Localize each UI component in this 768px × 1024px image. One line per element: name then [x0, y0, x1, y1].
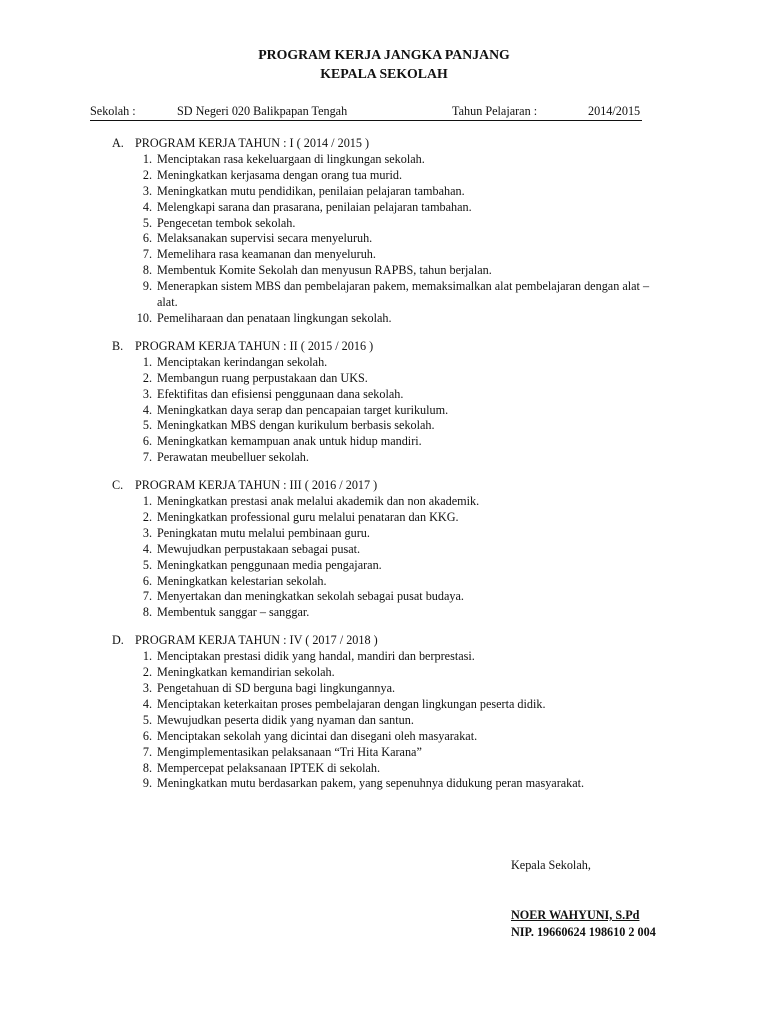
list-item-number: 2.: [142, 509, 152, 524]
signature-title: Kepala Sekolah,: [511, 858, 591, 872]
list-item-number: 2.: [142, 665, 152, 680]
list-item: [112, 216, 672, 232]
list-item-number: 5.: [142, 557, 152, 572]
list-item-number: 3.: [142, 386, 152, 401]
list-item-number: 6.: [142, 728, 152, 743]
list-item: [112, 665, 672, 681]
list-item-text: Membentuk Komite Sekolah dan menyusun RAPBS, tahun berjalan.: [157, 263, 492, 278]
document-subtitle: KEPALA SEKOLAH: [320, 66, 448, 81]
list-item-text: Meningkatkan kerjasama dengan orang tua murid.: [157, 167, 403, 182]
list-item-text: Pengetahuan di SD berguna bagi lingkungannya.: [157, 681, 396, 695]
list-item: [112, 152, 672, 168]
list-item: [112, 776, 672, 792]
list-item: [112, 387, 672, 403]
list-item: [112, 263, 672, 279]
list-item-text: Menyertakan dan meningkatkan sekolah sebagai pusat budaya.: [157, 589, 464, 604]
list-item: [112, 247, 672, 263]
list-item-number: 7.: [142, 450, 152, 465]
school-year-label: Tahun Pelajaran :: [452, 104, 538, 118]
program-section: [112, 339, 672, 466]
list-item-number: 4.: [142, 541, 152, 556]
section-title: PROGRAM KERJA TAHUN : II ( 2015 / 2016 ): [135, 338, 374, 353]
list-item-text: Mewujudkan perpustakaan sebagai pusat.: [157, 541, 361, 556]
list-item-text: Pengecetan tembok sekolah.: [157, 215, 296, 230]
section-heading: [112, 478, 672, 494]
section-letter: D.: [112, 633, 124, 648]
program-sections: [112, 136, 672, 804]
list-item: [112, 605, 672, 621]
list-item: [112, 184, 672, 200]
list-item: [112, 745, 672, 761]
list-item-text: Meningkatkan MBS dengan kurikulum berbasis sekolah.: [157, 418, 435, 433]
list-item-text: Melengkapi sarana dan prasarana, penilaian pelajaran tambahan.: [157, 199, 472, 214]
program-section: [112, 136, 672, 327]
list-item-text: Meningkatkan professional guru melalui penataran dan KKG.: [157, 509, 459, 524]
list-item-text: Melaksanakan supervisi secara menyeluruh.: [157, 231, 373, 246]
section-heading: [112, 633, 672, 649]
list-item: [112, 355, 672, 371]
section-item-list: [112, 494, 672, 621]
list-item: [112, 371, 672, 387]
list-item-number: 3.: [142, 525, 152, 540]
list-item-text: Meningkatkan mutu berdasarkan pakem, yang sepenuhnya didukung peran masyarakat.: [157, 776, 585, 791]
list-item-number: 7.: [142, 744, 152, 759]
list-item: [112, 450, 672, 466]
list-item-text: Peningkatan mutu melalui pembinaan guru.: [157, 525, 370, 540]
list-item: [112, 526, 672, 542]
list-item-text: Membangun ruang perpustakaan dan UKS.: [157, 370, 368, 385]
list-item-number: 5.: [142, 712, 152, 727]
list-item: [112, 403, 672, 419]
list-item-number: 7.: [142, 247, 152, 262]
list-item-number: 6.: [142, 573, 152, 588]
list-item: [112, 558, 672, 574]
school-label: Sekolah :: [90, 104, 136, 118]
list-item-text: Meningkatkan daya serap dan pencapaian target kurikulum.: [157, 402, 449, 417]
list-item-text: Mempercepat pelaksanaan IPTEK di sekolah.: [157, 760, 381, 775]
section-title: PROGRAM KERJA TAHUN : IV ( 2017 / 2018 ): [135, 633, 378, 648]
list-item-text: Meningkatkan penggunaan media pengajaran.: [157, 557, 382, 572]
list-item-number: 5.: [142, 418, 152, 433]
list-item: [112, 311, 672, 327]
list-item-text: Menciptakan rasa kekeluargaan di lingkungan sekolah.: [157, 151, 425, 166]
list-item-text: Perawatan meubelluer sekolah.: [157, 450, 309, 465]
list-item-text: Meningkatkan kemampuan anak untuk hidup mandiri.: [157, 434, 422, 449]
section-item-list: [112, 355, 672, 466]
list-item-number: 9.: [142, 279, 152, 294]
list-item: [112, 200, 672, 216]
list-item: [112, 729, 672, 745]
list-item-number: 7.: [142, 589, 152, 604]
list-item-number: 9.: [142, 776, 152, 791]
list-item-number: 6.: [142, 231, 152, 246]
list-item-text: Mewujudkan peserta didik yang nyaman dan santun.: [157, 712, 414, 727]
list-item: [112, 542, 672, 558]
section-item-list: [112, 152, 672, 327]
list-item-text: Efektifitas dan efisiensi penggunaan dana sekolah.: [157, 386, 404, 401]
list-item-number: 6.: [142, 434, 152, 449]
list-item: [112, 168, 672, 184]
list-item-number: 8.: [142, 263, 152, 278]
list-item-text: Meningkatkan prestasi anak melalui akademik dan non akademik.: [157, 494, 480, 509]
list-item-number: 4.: [142, 696, 152, 711]
section-letter: A.: [112, 136, 124, 150]
list-item-number: 2.: [142, 370, 152, 385]
list-item-text: Meningkatkan kemandirian sekolah.: [157, 665, 335, 680]
list-item-text: Mengimplementasikan pelaksanaan “Tri Hita Karana”: [157, 744, 422, 759]
program-section: [112, 478, 672, 621]
school-name: SD Negeri 020 Balikpapan Tengah: [177, 104, 348, 118]
list-item-number: 8.: [142, 760, 152, 775]
list-item-text: Menciptakan keterkaitan proses pembelajaran dengan lingkungan peserta didik.: [157, 696, 546, 711]
list-item: [112, 681, 672, 697]
list-item: [112, 231, 672, 247]
section-heading: [112, 136, 672, 152]
school-info-row: [90, 104, 642, 121]
list-item: [112, 279, 672, 311]
document-title: PROGRAM KERJA JANGKA PANJANG: [258, 47, 510, 62]
list-item-number: 1.: [142, 151, 152, 166]
list-item: [112, 494, 672, 510]
list-item-number: 3.: [142, 681, 152, 695]
section-title: PROGRAM KERJA TAHUN : I ( 2014 / 2015 ): [135, 136, 370, 150]
list-item-number: 2.: [142, 167, 152, 182]
school-year-value: 2014/2015: [588, 104, 641, 118]
list-item: [112, 649, 672, 665]
section-heading: [112, 339, 672, 355]
list-item-text: Menciptakan prestasi didik yang handal, mandiri dan berprestasi.: [157, 649, 475, 664]
list-item-number: 5.: [142, 215, 152, 230]
list-item-text: Meningkatkan mutu pendidikan, penilaian pelajaran tambahan.: [157, 183, 465, 198]
list-item-number: 1.: [142, 649, 152, 664]
section-item-list: [112, 649, 672, 792]
list-item: [112, 434, 672, 450]
list-item-number: 4.: [142, 402, 152, 417]
list-item-number: 1.: [142, 354, 152, 369]
list-item: [112, 589, 672, 605]
list-item: [112, 418, 672, 434]
list-item-text: Menciptakan sekolah yang dicintai dan disegani oleh masyarakat.: [157, 728, 478, 743]
list-item-text: Meningkatkan kelestarian sekolah.: [157, 573, 327, 588]
list-item-text: Membentuk sanggar – sanggar.: [157, 605, 310, 620]
section-title: PROGRAM KERJA TAHUN : III ( 2016 / 2017 ): [135, 478, 378, 493]
section-letter: C.: [112, 478, 124, 493]
list-item: [112, 761, 672, 777]
list-item-number: 10.: [136, 310, 152, 325]
list-item-text: Menciptakan kerindangan sekolah.: [157, 354, 328, 369]
list-item: [112, 510, 672, 526]
list-item-text: Memelihara rasa keamanan dan menyeluruh.: [157, 247, 376, 262]
list-item-number: 4.: [142, 199, 152, 214]
signature-name: NOER WAHYUNI, S.Pd: [511, 908, 640, 922]
list-item-number: 1.: [142, 494, 152, 509]
list-item-text: Menerapkan sistem MBS dan pembelajaran pakem, memaksimalkan alat pembelajaran dengan alat – alat.: [157, 279, 650, 310]
list-item: [112, 574, 672, 590]
section-letter: B.: [112, 338, 124, 353]
list-item-number: 3.: [142, 183, 152, 198]
list-item-text: Pemeliharaan dan penataan lingkungan sekolah.: [157, 310, 392, 325]
list-item: [112, 697, 672, 713]
signature-nip: NIP. 19660624 198610 2 004: [511, 925, 656, 939]
list-item: [112, 713, 672, 729]
program-section: [112, 633, 672, 792]
list-item-number: 8.: [142, 605, 152, 620]
